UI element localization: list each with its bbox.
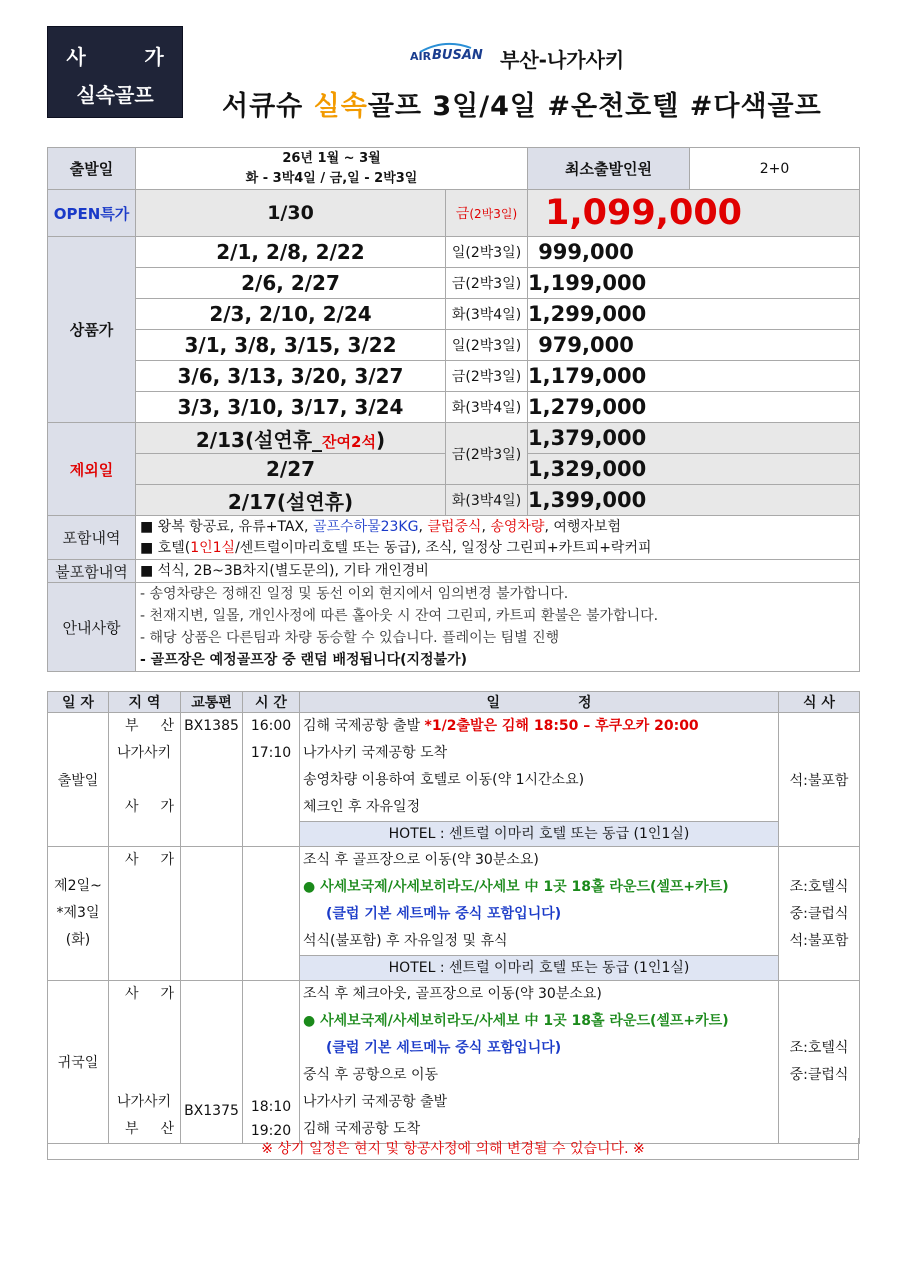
excluded-price: 1,379,000 (528, 423, 860, 454)
region-char: 가 (160, 986, 174, 1002)
meal-item: 석:불포함 (789, 933, 849, 949)
open-special-label: OPEN특가 (48, 190, 136, 237)
product-day: 일(2박3일) (446, 237, 528, 268)
region-char: 사 (125, 986, 139, 1002)
included-label: 포함내역 (48, 516, 136, 560)
region-char: 가 (160, 852, 174, 868)
product-dates: 3/6, 3/13, 3/20, 3/27 (136, 361, 446, 392)
col-region: 지 역 (109, 692, 181, 713)
day2-meals (779, 847, 860, 981)
day2-label-line: 제2일~ (54, 878, 102, 894)
region-row (109, 847, 180, 874)
flight-number: BX1385 (184, 718, 239, 734)
schedule-line: 중식 후 공항으로 이동 (303, 1067, 439, 1083)
not-included-label: 불포함내역 (48, 560, 136, 583)
meal-item: 중:클럽식 (789, 1067, 849, 1083)
title-suffix: 골프 3일/4일 #온천호텔 #다색골프 (367, 91, 822, 122)
day3-flight (181, 981, 243, 1144)
region-row: 나가사키 (117, 745, 172, 761)
meal-item: 조:호텔식 (789, 879, 849, 895)
included-line-1 (140, 517, 859, 538)
product-price: 1,179,000 (528, 361, 860, 392)
notice-list (136, 583, 860, 672)
departure-line-1: 26년 1월 ~ 3월 (282, 150, 381, 166)
badge-char-2: 가 (144, 45, 164, 69)
included-line-2 (140, 538, 859, 559)
region-char: 사 (125, 799, 139, 815)
excluded-price: 1,329,000 (528, 454, 860, 485)
region-row (109, 767, 180, 794)
excluded-dates-label: 제외일 (48, 423, 136, 516)
notice-item: - 천재지변, 일몰, 개인사정에 따른 홀아웃 시 잔여 그린피, 카트피 환불은 불가합니다. (140, 608, 659, 624)
time-value: 19:20 (250, 1123, 292, 1139)
included-text: , 여행자보험 (544, 518, 621, 535)
golf-round-line: ● 사세보국제/사세보히라도/사세보 中 1곳 18홀 라운드(셀프+카트) (303, 879, 729, 895)
day3-regions (109, 981, 181, 1144)
hotel-info: HOTEL : 센트럴 이마리 호텔 또는 동급 (1인1실) (300, 955, 778, 980)
day1-flight (181, 713, 243, 847)
day2-times (243, 847, 300, 981)
logo-busan-text: BUSAN (432, 48, 483, 63)
day3-meals (779, 981, 860, 1144)
air-busan-logo (410, 42, 488, 68)
excluded-date-close: ) (375, 427, 386, 452)
day3-label: 귀국일 (48, 981, 109, 1144)
region-char: 사 (125, 852, 139, 868)
included-text: , (481, 518, 491, 535)
departure-label: 출발일 (48, 148, 136, 190)
col-time: 시 간 (243, 692, 300, 713)
transfer-vehicle: 송영차량 (490, 518, 545, 535)
club-lunch-line: (클럽 기본 세트메뉴 중식 포함입니다) (326, 1040, 562, 1056)
included-text: , (418, 518, 428, 535)
product-price: 979,000 (528, 330, 860, 361)
single-room: 1인1실 (190, 539, 236, 556)
min-pax-value: 2+0 (690, 148, 860, 190)
club-lunch: 클럽중식 (427, 518, 482, 535)
product-day: 일(2박3일) (446, 330, 528, 361)
region-char: 부 (125, 1121, 139, 1137)
region-row (109, 794, 180, 821)
notice-item: - 골프장은 예정골프장 중 랜덤 배정됩니다(지정불가) (140, 652, 467, 668)
price-table (47, 147, 860, 672)
region-row (109, 1008, 180, 1035)
open-special-date: 1/30 (136, 190, 446, 237)
schedule-line (300, 713, 778, 740)
product-badge (47, 26, 183, 118)
title-highlight: 실속 (313, 91, 368, 122)
product-day: 금(2박3일) (446, 268, 528, 299)
region-row (109, 981, 180, 1008)
included-items (136, 516, 860, 560)
schedule-text: 김해 국제공항 출발 (303, 718, 425, 734)
time-value: 18:10 (250, 1099, 292, 1115)
day1-meal: 석:불포함 (779, 713, 860, 847)
remaining-seats: 잔여2석 (322, 432, 376, 451)
product-day: 화(3박4일) (446, 299, 528, 330)
product-price: 1,279,000 (528, 392, 860, 423)
day2-label-line: (화) (65, 932, 91, 948)
schedule-line: 체크인 후 자유일정 (303, 799, 421, 815)
open-day-prefix: 금 (455, 206, 470, 222)
hotel-info: HOTEL : 센트럴 이마리 호텔 또는 동급 (1인1실) (300, 821, 778, 846)
included-text: /센트럴이마리호텔 또는 동급), 조식, 일정상 그린피+카트피+락커피 (235, 539, 652, 556)
col-meal: 식 사 (779, 692, 860, 713)
col-schedule: 일 정 (300, 692, 779, 713)
col-day: 일 자 (48, 692, 109, 713)
product-price-label: 상품가 (48, 237, 136, 423)
day2-schedule (300, 847, 779, 981)
region-row: 나가사키 (117, 1094, 172, 1110)
schedule-line: 송영차량 이용하여 호텔로 이동(약 1시간소요) (303, 772, 585, 788)
page-title (222, 84, 822, 123)
excluded-day: 화(3박4일) (446, 485, 528, 516)
departure-period (136, 148, 528, 190)
schedule-disclaimer: ※ 상기 일정은 현지 및 항공사정에 의해 변경될 수 있습니다. ※ (47, 1138, 859, 1160)
meal-item: 중:클럽식 (789, 906, 849, 922)
included-text: ■ 왕복 항공료, 유류+TAX, (140, 518, 313, 535)
notice-item: - 해당 상품은 다른팀과 차량 동승할 수 있습니다. 플레이는 팀별 진행 (140, 630, 560, 646)
day1-regions (109, 713, 181, 847)
title-prefix: 서큐슈 (222, 91, 314, 122)
not-included-items: ■ 석식, 2B~3B차지(별도문의), 기타 개인경비 (136, 560, 860, 583)
col-flight: 교통편 (181, 692, 243, 713)
region-char: 산 (160, 1121, 174, 1137)
product-dates: 3/1, 3/8, 3/15, 3/22 (136, 330, 446, 361)
product-day: 화(3박4일) (446, 392, 528, 423)
product-dates: 2/3, 2/10, 2/24 (136, 299, 446, 330)
departure-line-2: 화 - 3박4일 / 금,일 - 2박3일 (245, 170, 418, 186)
product-day: 금(2박3일) (446, 361, 528, 392)
day2-flight (181, 847, 243, 981)
product-price: 1,199,000 (528, 268, 860, 299)
flight-number: BX1375 (184, 1103, 239, 1119)
schedule-line: 김해 국제공항 도착 (303, 1121, 421, 1137)
region-char: 산 (160, 718, 174, 734)
excluded-date: 2/27 (136, 454, 446, 485)
schedule-line: 나가사키 국제공항 출발 (303, 1094, 448, 1110)
badge-subtitle: 실속골프 (76, 83, 154, 107)
region-char: 부 (125, 718, 139, 734)
region-row (109, 1062, 180, 1089)
time-value: 17:10 (250, 745, 292, 761)
excluded-price: 1,399,000 (528, 485, 860, 516)
excluded-date-text: 2/13(설연휴_ (195, 427, 323, 452)
min-pax-label: 최소출발인원 (528, 148, 690, 190)
notice-label: 안내사항 (48, 583, 136, 672)
day1-label: 출발일 (48, 713, 109, 847)
open-day-suffix: (2박3일) (469, 207, 518, 221)
product-dates: 2/6, 2/27 (136, 268, 446, 299)
golf-baggage: 골프수하물23KG (312, 518, 419, 535)
excluded-date: 2/17(설연휴) (136, 485, 446, 516)
day3-schedule (300, 981, 779, 1144)
schedule-line: 나가사키 국제공항 도착 (303, 745, 448, 761)
region-row (109, 1035, 180, 1062)
day3-times (243, 981, 300, 1144)
logo-air-text: AIR (410, 50, 432, 63)
itinerary-table (47, 691, 860, 1144)
club-lunch-line: (클럽 기본 세트메뉴 중식 포함입니다) (326, 906, 562, 922)
day2-label (48, 847, 109, 981)
open-special-price: 1,099,000 (528, 190, 860, 237)
notice-item: - 송영차량은 정해진 일정 및 동선 이외 현지에서 임의변경 불가합니다. (140, 586, 569, 602)
day1-times (243, 713, 300, 847)
excluded-day: 금(2박3일) (446, 423, 528, 485)
product-price: 999,000 (528, 237, 860, 268)
day1-schedule (300, 713, 779, 847)
region-row (109, 713, 180, 740)
schedule-line: 조식 후 체크아웃, 골프장으로 이동(약 30분소요) (303, 986, 602, 1002)
schedule-line: 석식(불포함) 후 자유일정 및 휴식 (303, 933, 508, 949)
product-dates: 3/3, 3/10, 3/17, 3/24 (136, 392, 446, 423)
region-char: 가 (160, 799, 174, 815)
golf-round-line: ● 사세보국제/사세보히라도/사세보 中 1곳 18홀 라운드(셀프+카트) (303, 1013, 729, 1029)
open-special-day (446, 190, 528, 237)
schedule-line: 조식 후 골프장으로 이동(약 30분소요) (303, 852, 539, 868)
included-text: ■ 호텔( (140, 539, 191, 556)
flight-notice: *1/2출발은 김해 18:50 – 후쿠오카 20:00 (424, 718, 699, 734)
time-value: 16:00 (250, 718, 292, 734)
product-dates: 2/1, 2/8, 2/22 (136, 237, 446, 268)
badge-char-1: 사 (66, 45, 86, 69)
meal-item: 조:호텔식 (789, 1040, 849, 1056)
product-price: 1,299,000 (528, 299, 860, 330)
route-title: 부산-나가사키 (500, 48, 625, 72)
excluded-date (136, 423, 446, 454)
day2-region (109, 847, 181, 981)
day2-label-line: *제3일 (56, 905, 100, 921)
